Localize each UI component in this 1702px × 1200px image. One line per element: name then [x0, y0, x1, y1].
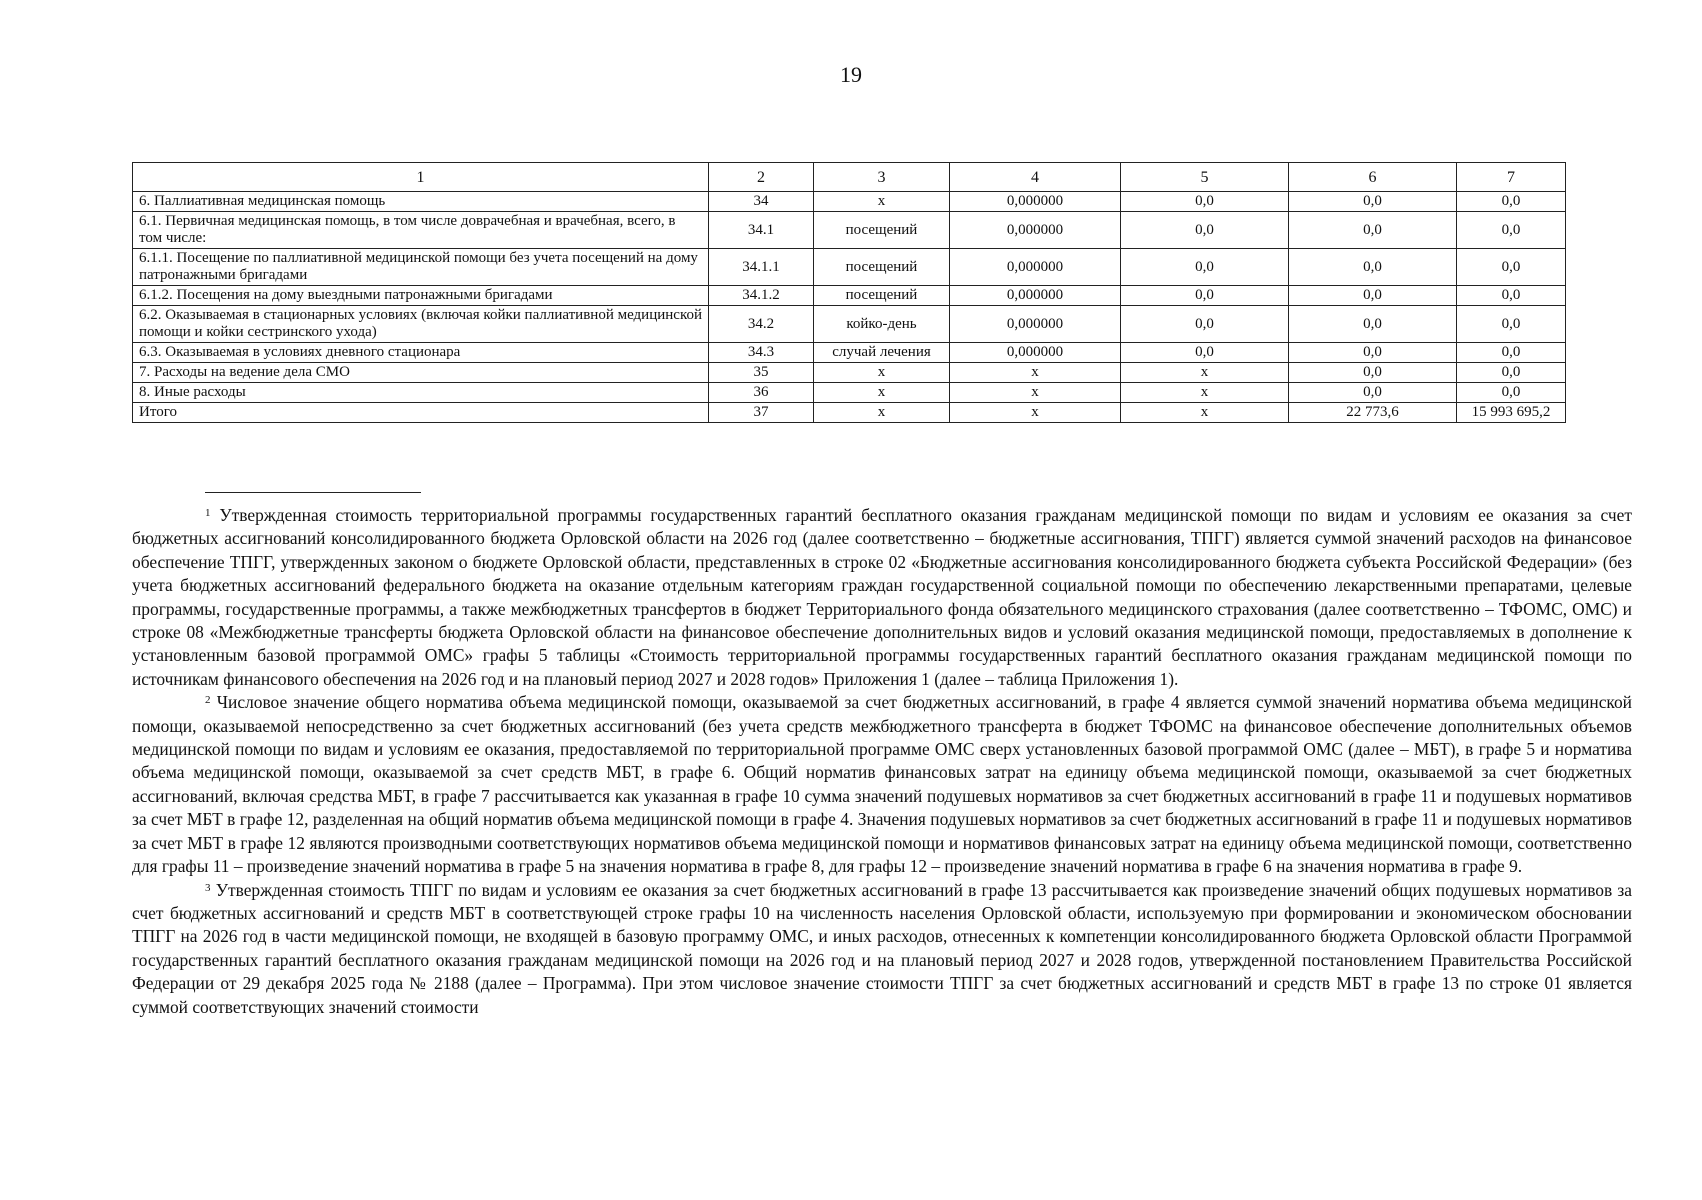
value-cell: х — [950, 383, 1121, 403]
unit-cell: х — [814, 403, 950, 423]
row-label: 6.1. Первичная медицинская помощь, в том числе доврачебная и врачебная, всего, в том числе: — [133, 212, 709, 249]
value-cell: 0,0 — [1289, 192, 1457, 212]
value-cell: 0,0 — [1457, 286, 1566, 306]
unit-cell: х — [814, 363, 950, 383]
value-cell: 0,0 — [1121, 212, 1289, 249]
value-cell: х — [950, 403, 1121, 423]
column-header: 2 — [709, 163, 814, 192]
unit-cell: х — [814, 192, 950, 212]
value-cell: 0,0 — [1121, 249, 1289, 286]
total-value-cell: 15 993 695,2 — [1457, 403, 1566, 423]
palliative-care-table — [132, 162, 1566, 423]
value-cell: 0,0 — [1289, 383, 1457, 403]
row-code: 34 — [709, 192, 814, 212]
unit-cell: койко-день — [814, 306, 950, 343]
page-number: 19 — [840, 62, 862, 87]
value-cell: 0,0 — [1289, 286, 1457, 306]
value-cell: 0,0 — [1457, 343, 1566, 363]
footnote-text: Утвержденная стоимость территориальной программы государственных гарантий бесплатного оказания гражданам медицинской помощи по видам и условиям ее оказания за счет бюджетных ассигнований консолидированного бюджета Орловской области на 2026 год (далее соответственно – бюджетные ассигнования, ТПГГ) является суммой значений расходов на финансовое обеспечение ТПГГ, утвержденных законом о бюджете Орловской области, представленных в строке 02 «Бюджетные ассигнования консолидированного бюджета субъекта Российской Федерации» (без учета бюджетных ассигнований федерального бюджета на оказание отдельным категориям граждан государственной социальной помощи по обеспечению лекарственными препаратами, целевые программы, государственные программы, а также межбюджетных трансфертов в бюджет Территориального фонда обязательного медицинского страхования (далее соответственно – ТФОМС, ОМС) и строке 08 «Межбюджетные трансферты бюджета Орловской области на финансовое обеспечение дополнительных видов и условий оказания медицинской помощи, предоставляемых в дополнение к установленным базовой программой ОМС» графы 5 таблицы «Стоимость территориальной программы государственных гарантий бесплатного оказания гражданам медицинской помощи по источникам финансового обеспечения на 2026 год и на плановый период 2027 и 2028 годов» Приложения 1 (далее – таблица Приложения 1). — [132, 505, 1632, 689]
value-cell: 0,0 — [1121, 286, 1289, 306]
unit-cell: х — [814, 383, 950, 403]
value-cell: 0,0 — [1457, 306, 1566, 343]
footnotes — [132, 504, 1632, 1019]
footnote-mark: 2 — [205, 694, 211, 707]
footnote-separator — [205, 492, 421, 493]
table-row — [133, 249, 1566, 286]
row-label: 6.1.2. Посещения на дому выездными патронажными бригадами — [133, 286, 709, 306]
value-cell: 0,000000 — [950, 306, 1121, 343]
table-header-row — [133, 163, 1566, 192]
value-cell: 0,0 — [1457, 363, 1566, 383]
value-cell: 0,0 — [1289, 306, 1457, 343]
row-label: 7. Расходы на ведение дела СМО — [133, 363, 709, 383]
table-row — [133, 212, 1566, 249]
value-cell: 0,000000 — [950, 212, 1121, 249]
unit-cell: посещений — [814, 286, 950, 306]
value-cell: 0,0 — [1289, 343, 1457, 363]
value-cell: 0,0 — [1121, 343, 1289, 363]
row-label: 6. Паллиативная медицинская помощь — [133, 192, 709, 212]
table-row — [133, 306, 1566, 343]
table-row — [133, 343, 1566, 363]
row-label: 6.2. Оказываемая в стационарных условиях (включая койки паллиативной медицинской помощи и койки сестринского ухода) — [133, 306, 709, 343]
value-cell: 0,0 — [1289, 363, 1457, 383]
value-cell: 0,0 — [1457, 383, 1566, 403]
table-row — [133, 286, 1566, 306]
value-cell: х — [950, 363, 1121, 383]
column-header: 6 — [1289, 163, 1457, 192]
column-header: 4 — [950, 163, 1121, 192]
row-code: 34.1.1 — [709, 249, 814, 286]
value-cell: 0,000000 — [950, 249, 1121, 286]
value-cell: 0,0 — [1457, 212, 1566, 249]
table-row — [133, 363, 1566, 383]
value-cell: 0,000000 — [950, 192, 1121, 212]
unit-cell: посещений — [814, 249, 950, 286]
row-label: 6.1.1. Посещение по паллиативной медицинской помощи без учета посещений на дому патронажными бригадами — [133, 249, 709, 286]
footnote-text: Утвержденная стоимость ТПГГ по видам и условиям ее оказания за счет бюджетных ассигнований в графе 13 рассчитывается как произведение значений общих подушевых нормативов за счет бюджетных ассигнований и средств МБТ в соответствующей строке графы 10 на численность населения Орловской области, используемую при формировании и экономическом обосновании ТПГГ на 2026 год в части медицинской помощи, не входящей в базовую программу ОМС, и иных расходов, отнесенных к компетенции консолидированного бюджета Орловской области Программой государственных гарантий бесплатного оказания гражданам медицинской помощи на 2026 год и на плановый период 2027 и 2028 годов, утвержденной постановлением Правительства Российской Федерации от 29 декабря 2025 года № 2188 (далее – Программа). При этом числовое значение стоимости ТПГГ за счет бюджетных ассигнований и средств МБТ в графе 13 по строке 01 является суммой соответствующих значений стоимости — [132, 879, 1632, 1017]
row-code: 34.3 — [709, 343, 814, 363]
value-cell: 0,0 — [1289, 249, 1457, 286]
footnote-3 — [132, 879, 1632, 1019]
footnote-mark: 1 — [205, 507, 211, 519]
footnote-1 — [132, 504, 1632, 691]
row-code: 36 — [709, 383, 814, 403]
value-cell: 0,0 — [1121, 192, 1289, 212]
value-cell: 0,000000 — [950, 343, 1121, 363]
value-cell: 0,0 — [1457, 249, 1566, 286]
table-row — [133, 192, 1566, 212]
row-code: 34.2 — [709, 306, 814, 343]
unit-cell: посещений — [814, 212, 950, 249]
column-header: 3 — [814, 163, 950, 192]
value-cell: х — [1121, 383, 1289, 403]
row-label: 8. Иные расходы — [133, 383, 709, 403]
footnote-mark: 3 — [205, 881, 211, 894]
value-cell: х — [1121, 363, 1289, 383]
row-code: 34.1.2 — [709, 286, 814, 306]
value-cell: 0,0 — [1457, 192, 1566, 212]
footnote-2 — [132, 691, 1632, 878]
table-row — [133, 383, 1566, 403]
unit-cell: случай лечения — [814, 343, 950, 363]
value-cell: 0,0 — [1289, 212, 1457, 249]
column-header: 5 — [1121, 163, 1289, 192]
footnote-text: Числовое значение общего норматива объема медицинской помощи, оказываемой за счет бюджетных ассигнований, в графе 4 является суммой значений норматива объема медицинской помощи, оказываемой непосредственно за счет бюджетных ассигнований (без учета средств межбюджетного трансферта в бюджет ТФОМС на финансовое обеспечение дополнительных объемов медицинской помощи по видам и условиям ее оказания, предоставляемой по территориальной программе ОМС сверх установленных базовой программой ОМС (далее – МБТ), в графе 5 и норматива объема медицинской помощи, оказываемой за счет средств МБТ, в графе 6. Общий норматив финансовых затрат на единицу объема медицинской помощи, оказываемой за счет бюджетных ассигнований, включая средства МБТ, в графе 7 рассчитывается как указанная в графе 10 сумма значений подушевых нормативов за счет бюджетных ассигнований в графе 11 и подушевых нормативов за счет МБТ в графе 12, разделенная на общий норматив объема медицинской помощи в графе 4. Значения подушевых нормативов за счет бюджетных ассигнований в графе 11 и подушевых нормативов за счет МБТ в графе 12 являются производными соответствующих нормативов объема медицинской помощи и нормативов финансовых затрат на единицу объема медицинской помощи, соответственно для графы 11 – произведение значений норматива в графе 5 на значения норматива в графе 8, для графы 12 – произведение значений норматива в графе 6 на значения норматива в графе 9. — [132, 692, 1632, 877]
row-code: 35 — [709, 363, 814, 383]
row-label: 6.3. Оказываемая в условиях дневного стационара — [133, 343, 709, 363]
value-cell: 0,0 — [1121, 306, 1289, 343]
row-code: 34.1 — [709, 212, 814, 249]
column-header: 1 — [133, 163, 709, 192]
row-code: 37 — [709, 403, 814, 423]
column-header: 7 — [1457, 163, 1566, 192]
row-label: Итого — [133, 403, 709, 423]
table-total-row — [133, 403, 1566, 423]
value-cell: 0,000000 — [950, 286, 1121, 306]
value-cell: х — [1121, 403, 1289, 423]
total-value-cell: 22 773,6 — [1289, 403, 1457, 423]
